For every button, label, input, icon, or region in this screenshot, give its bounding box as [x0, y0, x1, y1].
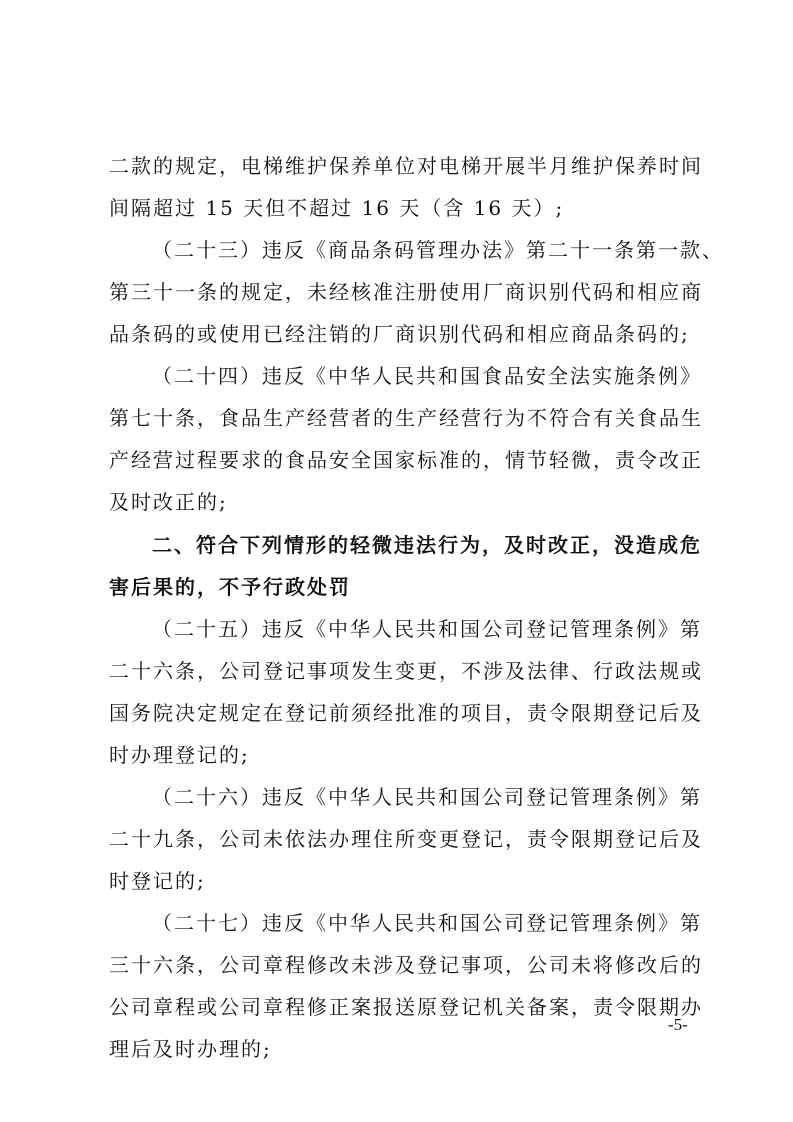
body-text-line: 间隔超过 15 天但不超过 16 天（含 16 天）; [109, 196, 565, 220]
body-text-line: 公司章程或公司章程修正案报送原登记机关备案，责令限期办 [109, 995, 703, 1019]
section-heading-line: 害后果的，不予行政处罚 [109, 575, 351, 599]
body-text-line: 二十六条，公司登记事项发生变更，不涉及法律、行政法规或 [109, 659, 703, 683]
body-text-line: 时办理登记的; [109, 743, 250, 767]
clause-23-first-line: （二十三）违反《商品条码管理办法》第二十一条第一款、 [152, 238, 724, 262]
clause-24-first-line: （二十四）违反《中华人民共和国食品安全法实施条例》 [152, 364, 702, 388]
body-text-line: 三十六条，公司章程修改未涉及登记事项，公司未将修改后的 [109, 953, 703, 977]
body-text-line: 二十九条，公司未依法办理住所变更登记，责令限期登记后及 [109, 827, 703, 851]
body-text-line: 时登记的; [109, 869, 206, 893]
body-text-line: 第三十一条的规定，未经核准注册使用厂商识别代码和相应商 [109, 280, 703, 304]
page-number: -5- [668, 1015, 688, 1034]
body-text-line: 理后及时办理的; [109, 1037, 272, 1061]
clause-25-first-line: （二十五）违反《中华人民共和国公司登记管理条例》第 [152, 617, 702, 641]
body-text-line: 及时改正的; [109, 490, 228, 514]
body-text-line: 二款的规定，电梯维护保养单位对电梯开展半月维护保养时间 [109, 154, 703, 178]
clause-26-first-line: （二十六）违反《中华人民共和国公司登记管理条例》第 [152, 785, 702, 809]
section-heading-line: 二、符合下列情形的轻微违法行为，及时改正，没造成危 [152, 533, 702, 557]
clause-27-first-line: （二十七）违反《中华人民共和国公司登记管理条例》第 [152, 911, 702, 935]
body-text-line: 品条码的或使用已经注销的厂商识别代码和相应商品条码的; [109, 322, 690, 346]
body-text-line: 产经营过程要求的食品安全国家标准的，情节轻微，责令改正 [109, 448, 703, 472]
body-text-line: 第七十条，食品生产经营者的生产经营行为不符合有关食品生 [109, 406, 703, 430]
body-text-line: 国务院决定规定在登记前须经批准的项目，责令限期登记后及 [109, 701, 703, 725]
